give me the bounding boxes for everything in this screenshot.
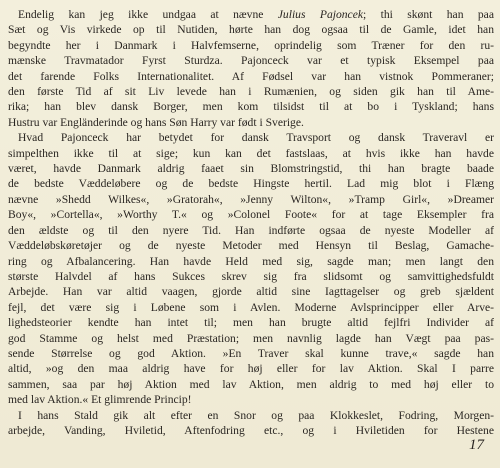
text-line: største Halvdel af hans Sukces skrev sig fra slidsomt og samvittighedsfuldt [8,269,494,283]
text-line: sammen, saa par høj Aktion med lav Aktion, men aldrig to med høj eller to [8,377,494,391]
text-line: I hans Stald gik alt efter en Snor og paa Klokkeslet, Fodring, Morgen- [18,408,494,422]
text-line: Arbejde. Han var altid vaagen, gjorde altid sine Iagttagelser og greb sjældent [8,285,494,299]
body-text [8,7,494,438]
text-line: begyndte her i Danmark i Halvfemserne, oprindelig som Træner for den ru- [8,38,494,52]
text-line: Hustru var Engländerinde og hans Søn Harry var født i Sverige. [8,115,304,129]
text-line: Endelig kan jeg ikke undgaa at nævne Julius Pajoncek; thi skønt han paa [18,8,494,21]
paragraph-1 [8,7,494,130]
text-line: den første Tid af sit Liv levede han i Rumænien, og siden gik han til Ame- [8,85,494,99]
text-line: god Stamme og helst med Præstation; men navnlig lagde han Vægt paa pas- [8,331,494,345]
paragraph-2 [8,130,494,407]
text-line: simpelthen ikke til at sige; kun kan det fastslaas, at hvis ikke han havde [8,146,494,160]
text-line: Hvad Pajonceck har betydet for dansk Travsport og dansk Traveravl er [18,131,494,145]
page-number: 17 [469,437,484,453]
text-line: nævne »Shedd Wilkes«, »Gratorah«, »Jenny Wilton«, »Tramp Girl«, »Dreamer [8,192,494,206]
text-line: ring og Afbalancering. Han havde Held med sig, sagde man; men langt den [8,254,494,268]
text-line: Sæt og Vis virkede op til Nutiden, hørte han dog ogsaa til de Gamle, idet han [8,23,494,37]
text-line: de bedste Væddeløbere og de bedste Hingste hertil. Lad mig blot i Flæng [8,177,494,191]
text-line: altid, »og den maa aldrig have for høj eller for lav Aktion. Skal I parre [8,362,494,376]
text-line: rika; han blev dansk Borger, men kom tilsidst til at bo i Tyskland; hans [8,100,494,114]
text-line: lighedsteorier kendte han intet til; men han brugte altid fejlfri Individer af [8,316,494,330]
text-line: med lav Aktion.« Et glimrende Princip! [8,393,192,407]
text-line: arbejde, Vanding, Hviletid, Aftenfodring etc., og i Hviletiden for Hestene [8,423,494,437]
paragraph-3 [8,408,494,439]
text-line: Boy«, »Cortella«, »Worthy T.« og »Colonel Foote« for at tage Eksempler fra [8,208,494,222]
text-line: været, havde Danmark aldrig faaet sin Blomstringstid, thi han bragte baade [8,162,494,176]
text-line: fejl, det være sig i Løbene som i Avlen. Moderne Avlsprincipper eller Arve- [8,300,494,314]
text-line: det farende Folks Internationalitet. Af Fødsel var han vistnok Pommeraner; [8,69,494,83]
text-line: Væddeløbskøretøjer og de nyeste Metoder med Hensyn til Beslag, Gamache- [8,239,494,253]
text-line: den ældste og til den nyere Tid. Han indførte ogsaa de nyeste Modeller af [8,223,494,237]
text-line: sende Størrelse og god Aktion. »En Traver skal kunne trave,« sagde han [8,346,494,360]
text-line: mænske Travmatador Fyrst Sturdza. Pajonceck var et typisk Eksempel paa [8,54,494,68]
person-name: Julius Pajoncek [277,8,363,21]
